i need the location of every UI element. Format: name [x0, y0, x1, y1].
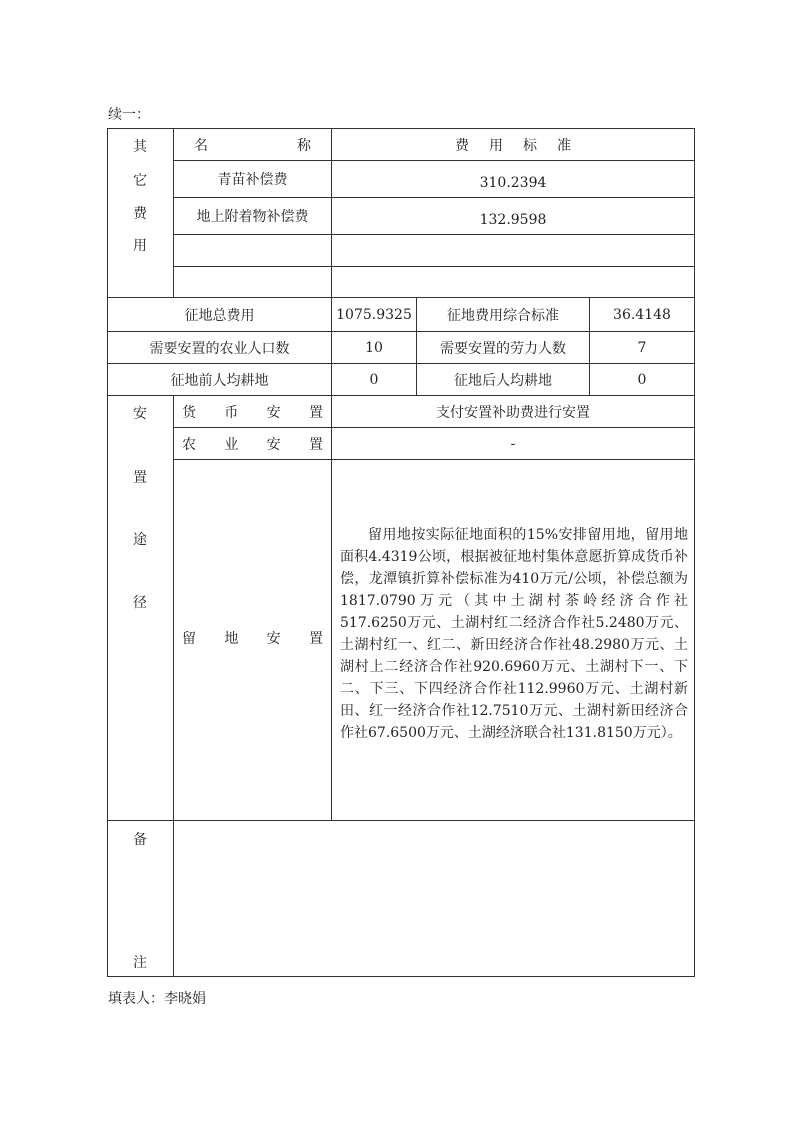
cost-item-name: [174, 235, 331, 266]
summary-label: 征地后人均耕地: [454, 372, 552, 389]
remarks-content: [174, 821, 694, 976]
header-char: 用: [489, 137, 503, 154]
cost-item-name: 青苗补偿费: [217, 172, 288, 188]
reserved-land-resettlement-label: 留 地 安 置: [182, 631, 323, 647]
cost-item-value: [332, 267, 694, 297]
cost-item-value: 132.9598: [479, 212, 547, 228]
side-char: 它: [133, 173, 147, 189]
summary-label: 需要安置的农业人口数: [149, 340, 290, 357]
side-char: 费: [133, 206, 147, 222]
reserved-land-resettlement-text: 留用地按实际征地面积的15%安排留用地，留用地面积4.4319公顷，根据被征地村集体意愿折算成货币补偿，龙潭镇折算补偿标准为410万元/公顷，补偿总额为1817.0790万元（其中土湖村茶岭经济合作社517.6250万元、土湖村红二经济合作社5.2480万元、土湖村红一、红二、新田经济合作社48.2980万元、土湖村上二经济合作社920.6960万元、土湖村下一、下二、下三、下四经济合作社112.9960万元、土湖村新田、红一经济合作社12.7510万元、土湖村新田经济合作社67.6500万元、土湖经济联合社131.8150万元）。: [340, 527, 688, 741]
cost-item-value: 310.2394: [479, 175, 547, 191]
summary-value: 10: [365, 339, 383, 356]
header-char: 费: [455, 137, 469, 154]
summary-label: 征地前人均耕地: [170, 372, 269, 389]
cost-item-name: 地上附着物补偿费: [196, 209, 309, 225]
monetary-resettlement-value: 支付安置补助费进行安置: [436, 404, 590, 421]
side-char: 径: [133, 595, 147, 611]
agricultural-resettlement-value: -: [510, 435, 516, 452]
summary-value: 1075.9325: [336, 306, 412, 323]
header-char: 名: [194, 137, 208, 154]
continuation-heading: 续一：: [108, 107, 150, 123]
side-char: 其: [133, 139, 147, 155]
summary-label: 征地费用综合标准: [447, 307, 559, 324]
header-char: 标: [523, 137, 537, 154]
side-char: 备: [133, 832, 147, 848]
summary-label: 需要安置的劳力人数: [440, 340, 566, 357]
monetary-resettlement-label: 货 币 安 置: [182, 404, 323, 421]
cost-item-value: [332, 235, 694, 266]
agricultural-resettlement-label: 农 业 安 置: [182, 436, 323, 453]
header-char: 准: [557, 137, 571, 154]
summary-label: 征地总费用: [184, 307, 255, 324]
summary-value: 0: [369, 371, 379, 388]
summary-value: 36.4148: [613, 306, 671, 323]
summary-value: 7: [637, 339, 647, 356]
side-char: 用: [133, 238, 147, 254]
side-char: 途: [133, 532, 147, 548]
side-char: 注: [133, 955, 147, 971]
side-char: 安: [133, 406, 147, 422]
cost-item-name: [174, 267, 331, 297]
standard-column-header: [332, 129, 694, 160]
summary-value: 0: [637, 371, 647, 388]
form-filler: 填表人：李晓娟: [108, 991, 206, 1007]
header-char: 称: [297, 137, 311, 154]
side-char: 置: [133, 470, 147, 486]
name-column-header: [174, 129, 331, 160]
